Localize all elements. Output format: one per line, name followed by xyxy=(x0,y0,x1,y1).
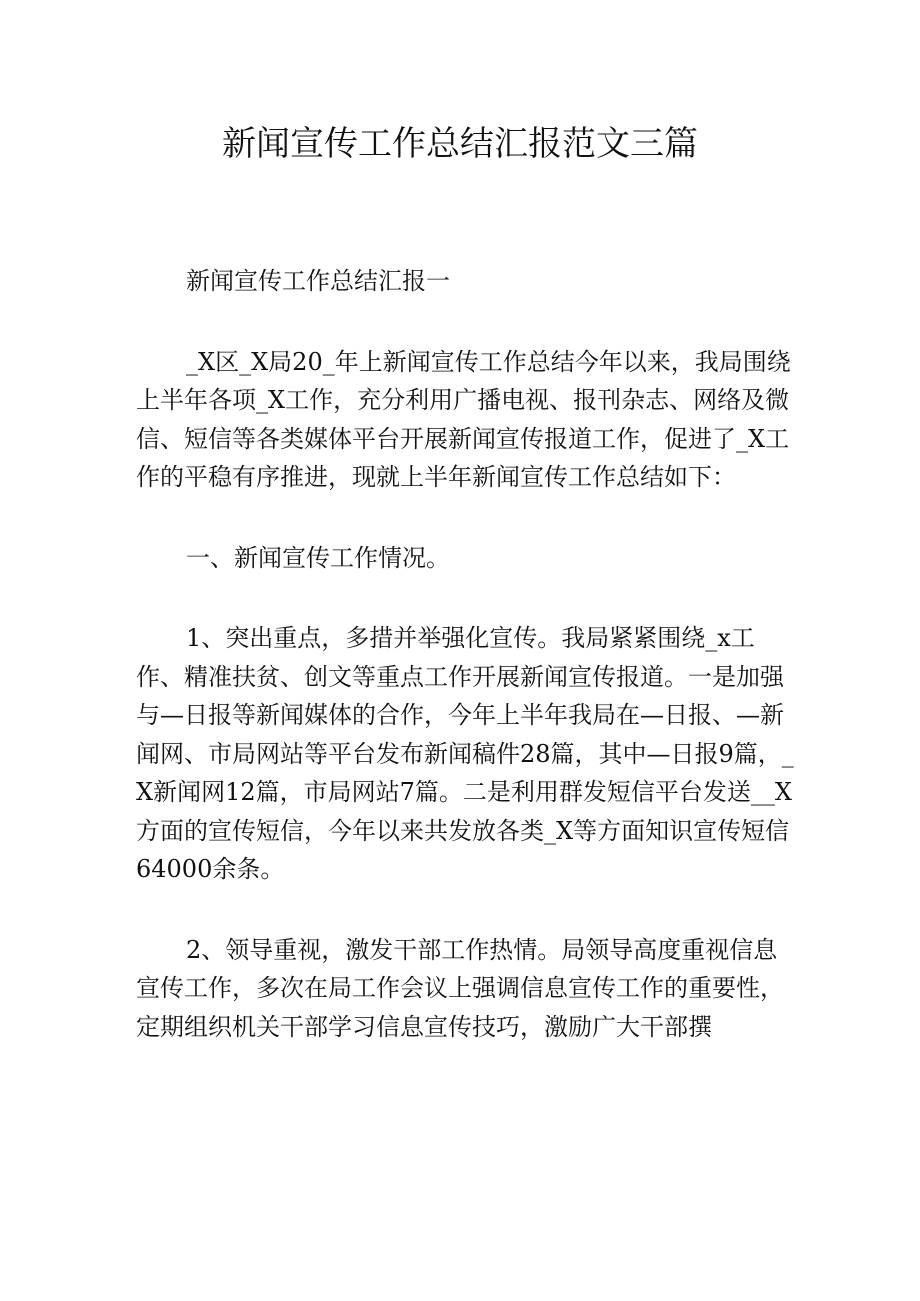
section-heading: 新闻宣传工作总结汇报一 xyxy=(186,267,450,295)
item-2-paragraph: 2、领导重视，激发干部工作热情。局领导高度重视信息宣传工作，多次在局工作会议上强调信息宣传工作的重要性，定期组织机关干部学习信息宣传技巧，激励广大干部撰 xyxy=(136,935,784,1041)
item-1-paragraph: 1、突出重点，多措并举强化宣传。我局紧紧围绕_x工作、精准扶贫、创文等重点工作开展新闻宣传报道。一是加强与—日报等新闻媒体的合作，今年上半年我局在—日报、—新闻网、市局网站等平台发布新闻稿件28篇，其中—日报9篇，_X新闻网12篇，市局网站7篇。二是利用群发短信平台发送__X方面的宣传短信，今年以来共发放各类_X等方面知识宣传短信64000余条。 xyxy=(136,624,794,883)
subsection-heading: 一、新闻宣传工作情况。 xyxy=(186,543,450,572)
document-title: 新闻宣传工作总结汇报范文三篇 xyxy=(222,124,698,164)
intro-paragraph: _X区_X局20_年上新闻宣传工作总结今年以来，我局围绕上半年各项_X工作，充分利用广播电视、报刊杂志、网络及微信、短信等各类媒体平台开展新闻宣传报道工作，促进了_X工作的平稳有序推进，现就上半年新闻宣传工作总结如下： xyxy=(136,347,791,491)
document-body xyxy=(136,262,796,1088)
